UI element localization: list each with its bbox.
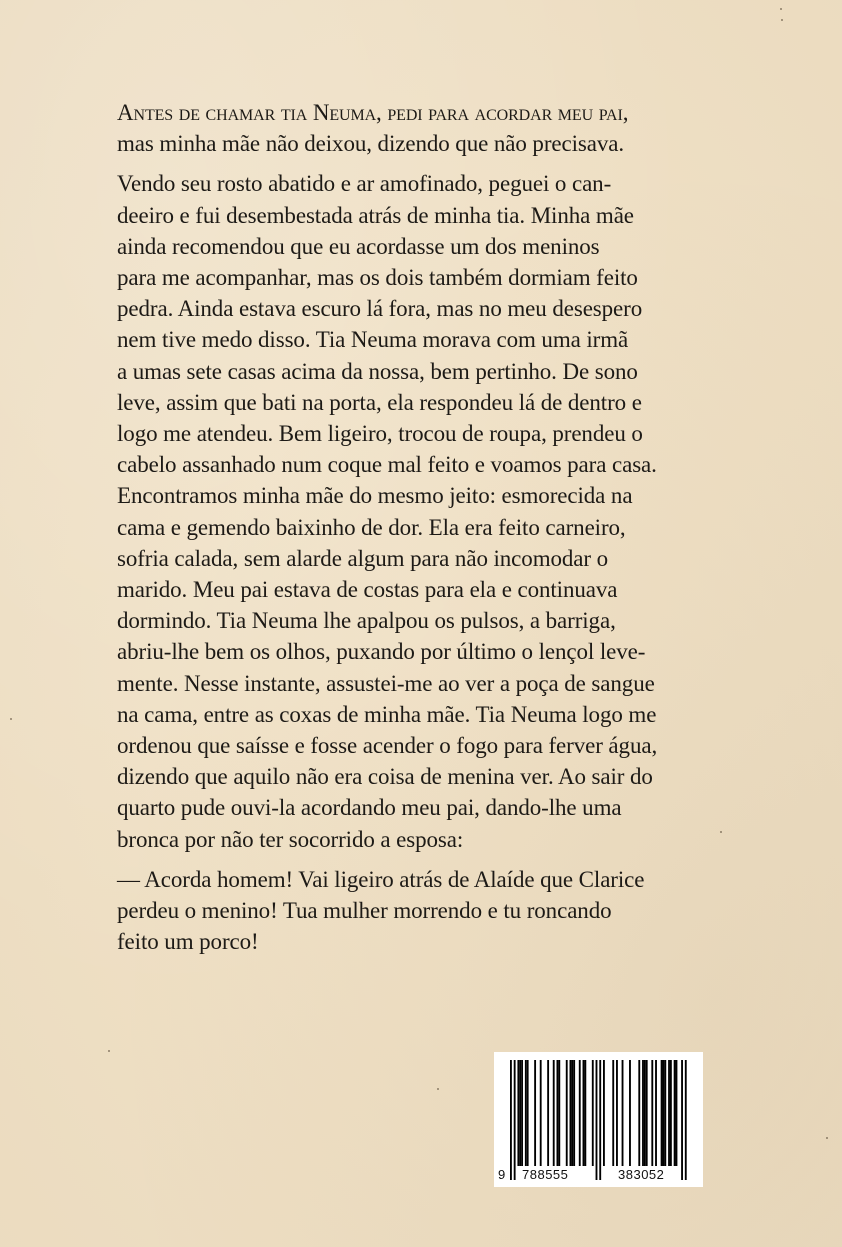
- paper-speck: [10, 718, 12, 720]
- paragraph-2-line: quarto pude ouvi-la acordando meu pai, dando-lhe uma: [117, 795, 622, 821]
- barcode-bar: [646, 1060, 648, 1166]
- back-cover-text: [117, 97, 707, 966]
- barcode-bar: [674, 1060, 676, 1166]
- barcode-bar: [664, 1060, 666, 1166]
- paragraph-3-dialogue: [117, 864, 707, 958]
- paragraph-2-line: marido. Meu pai estava de costas para ela e continuava: [117, 577, 618, 603]
- barcode-bar: [603, 1060, 605, 1166]
- barcode-bar: [570, 1060, 572, 1166]
- paragraph-2-line: deeiro e fui desembestada atrás de minha tia. Minha mãe: [117, 202, 634, 228]
- paragraph-2: [117, 168, 707, 854]
- barcode-bar: [681, 1060, 683, 1180]
- paper-speck: [720, 831, 722, 833]
- barcode-bar: [571, 1060, 573, 1166]
- barcode-bar: [584, 1060, 586, 1166]
- paragraph-2-line: Encontramos minha mãe do mesmo jeito: esmorecida na: [117, 483, 633, 509]
- barcode-bar: [668, 1060, 670, 1166]
- barcode-bar: [638, 1060, 640, 1166]
- barcode-bar: [525, 1060, 527, 1166]
- barcode-bar: [534, 1060, 536, 1166]
- paragraph-1-line-2: mas minha mãe não deixou, dizendo que não precisava.: [117, 131, 625, 157]
- barcode-bar: [527, 1060, 529, 1166]
- barcode-bar: [547, 1060, 549, 1166]
- barcode-digits-right: 383052: [618, 1167, 665, 1182]
- barcode-bar: [612, 1060, 614, 1166]
- barcode-bar: [592, 1060, 594, 1166]
- barcode-digit-first: 9: [498, 1167, 506, 1182]
- paragraph-2-line: para me acompanhar, mas os dois também dormiam feito: [117, 265, 638, 291]
- paper-speck: [826, 1137, 828, 1139]
- barcode-bar: [642, 1060, 644, 1166]
- isbn-barcode: [494, 1052, 703, 1187]
- paragraph-2-line: dizendo que aquilo não era coisa de menina ver. Ao sair do: [117, 764, 653, 790]
- paper-speck: [781, 19, 783, 21]
- paragraph-2-line: leve, assim que bati na porta, ela respondeu lá de dentro e: [117, 389, 642, 415]
- paragraph-2-line: cama e gemendo baixinho de dor. Ela era feito carneiro,: [117, 514, 626, 540]
- paper-speck: [780, 8, 782, 10]
- barcode-bar: [670, 1060, 672, 1166]
- barcode-bar: [629, 1060, 631, 1166]
- paper-speck: [437, 1088, 439, 1090]
- barcode-digits-left: 788555: [522, 1167, 569, 1182]
- paragraph-2-line: nem tive medo disso. Tia Neuma morava com uma irmã: [117, 327, 629, 353]
- barcode-bar: [685, 1060, 687, 1180]
- barcode-bar: [540, 1060, 542, 1166]
- barcode-bar: [622, 1060, 624, 1166]
- barcode-bar: [616, 1060, 618, 1166]
- barcode-bar: [651, 1060, 653, 1166]
- barcode-bar: [596, 1060, 598, 1180]
- paragraph-2-line: mente. Nesse instante, assustei-me ao ver a poça de sangue: [117, 670, 655, 696]
- barcode-bar: [676, 1060, 678, 1166]
- barcode-bar: [583, 1060, 585, 1166]
- paragraph-2-line: cabelo assanhado num coque mal feito e voamos para casa.: [117, 452, 657, 478]
- paragraph-2-line: na cama, entre as coxas de minha mãe. Tia Neuma logo me: [117, 701, 657, 727]
- paragraph-2-line: Vendo seu rosto abatido e ar amofinado, peguei o can-: [117, 171, 612, 197]
- paragraph-2-line: dormindo. Tia Neuma lhe apalpou os pulsos, a barriga,: [117, 608, 616, 634]
- paragraph-1: [117, 97, 707, 159]
- barcode-bar: [579, 1060, 581, 1166]
- barcode-bar: [558, 1060, 560, 1166]
- paragraph-2-line: bronca por não ter socorrido a esposa:: [117, 826, 464, 852]
- paragraph-2-line: sofria calada, sem alarde algum para não incomodar o: [117, 545, 608, 571]
- barcode-bar: [661, 1060, 663, 1166]
- paper-speck: [108, 1050, 110, 1052]
- barcode-bar: [517, 1060, 519, 1166]
- barcode-bar: [566, 1060, 568, 1166]
- barcode-bar: [521, 1060, 523, 1166]
- barcode-bar: [644, 1060, 646, 1166]
- paragraph-2-line: abriu-lhe bem os olhos, puxando por último o lençol leve-: [117, 639, 646, 665]
- barcode-bar: [510, 1060, 512, 1180]
- paragraph-2-line: ordenou que saísse e fosse acender o fogo para ferver água,: [117, 733, 658, 759]
- paragraph-2-line: ainda recomendou que eu acordasse um dos meninos: [117, 233, 600, 259]
- barcode-bar: [514, 1060, 516, 1180]
- paragraph-2-line: pedra. Ainda estava escuro lá fora, mas no meu desespero: [117, 296, 643, 322]
- paragraph-3-line: perdeu o menino! Tua mulher morrendo e tu roncando: [117, 898, 612, 924]
- barcode-bar: [557, 1060, 559, 1166]
- barcode-bar: [519, 1060, 521, 1166]
- barcode-bar: [663, 1060, 665, 1166]
- barcode-bar: [573, 1060, 575, 1166]
- barcode-bar: [553, 1060, 555, 1166]
- barcode-bar: [599, 1060, 601, 1180]
- paragraph-1-line-1: Antes de chamar tia Neuma, pedi para acordar meu pai,: [117, 100, 629, 125]
- paragraph-2-line: logo me atendeu. Bem ligeiro, trocou de roupa, prendeu o: [117, 421, 643, 447]
- paragraph-3-line: feito um porco!: [117, 929, 259, 955]
- paragraph-2-line: a umas sete casas acima da nossa, bem pertinho. De sono: [117, 358, 638, 384]
- paragraph-3-line: — Acorda homem! Vai ligeiro atrás de Alaíde que Clarice: [117, 866, 645, 892]
- barcode-bar: [655, 1060, 657, 1166]
